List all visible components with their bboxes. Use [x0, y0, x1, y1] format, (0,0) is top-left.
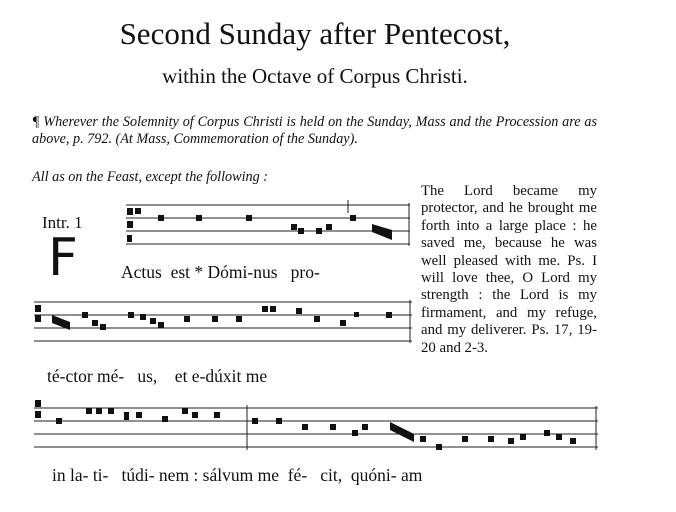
page-title: Second Sunday after Pentecost,: [119, 16, 511, 51]
lyrics-line-2: té-ctor mé- us, et e-dúxit me: [47, 366, 268, 386]
rubric-note: ¶ Wherever the Solemnity of Corpus Christi is held on the Sunday, Mass and the Procession are as above, p. 792. (At Mass, Commemoration of the Sunday).: [32, 114, 597, 147]
lyrics-line-1: Actus est * Dómi-nus pro-: [121, 262, 320, 282]
introit-label: Intr. 1: [42, 213, 83, 232]
introit-initial: F: [48, 228, 78, 288]
translation-text: The Lord became my protector, and he brought me forth into a large place : he saved me, because he was well pleased with me. Ps. I will love thee, O Lord my strength : the Lord is my firmament, and my refuge, and my deliverer. Ps. 17, 19-20 and 2-3.: [421, 183, 597, 356]
lyrics-line-3: in la- ti- túdi- nem : sálvum me fé- cit, quóni- am: [52, 465, 423, 485]
rubric-instruction: All as on the Feast, except the following :: [32, 169, 269, 185]
page-subtitle: within the Octave of Corpus Christi.: [162, 64, 468, 88]
